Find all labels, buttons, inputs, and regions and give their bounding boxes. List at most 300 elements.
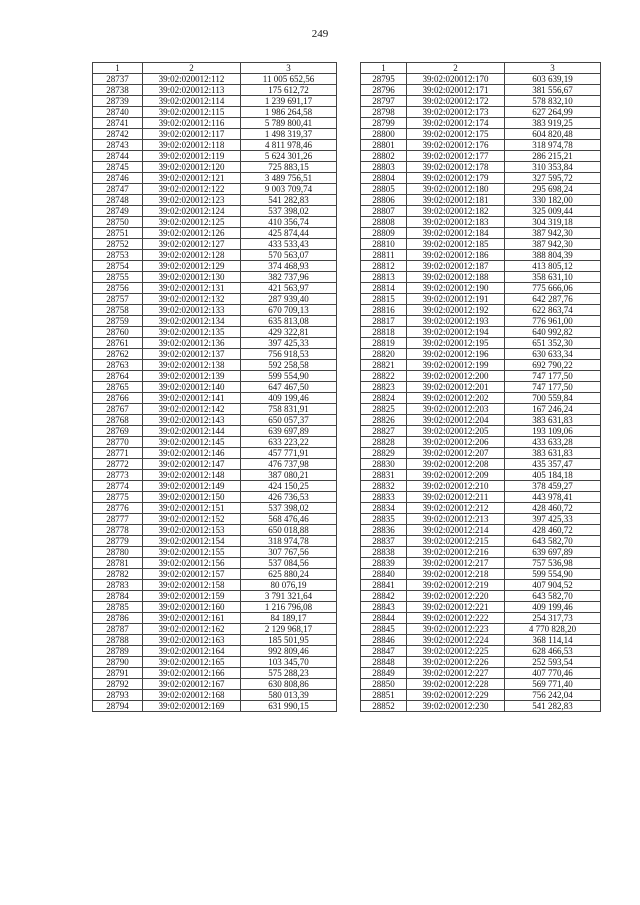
table-row <box>93 558 337 569</box>
cadastral-number-cell: 39:02:020012:159 <box>143 591 241 602</box>
value-cell: 651 352,30 <box>505 338 601 349</box>
value-cell: 318 974,78 <box>241 536 337 547</box>
table-row <box>361 690 601 701</box>
value-cell: 603 639,19 <box>505 74 601 85</box>
table-row <box>361 206 601 217</box>
table-row <box>93 382 337 393</box>
cadastral-number-cell: 39:02:020012:143 <box>143 415 241 426</box>
row-number-cell: 28827 <box>361 426 407 437</box>
table-row <box>93 96 337 107</box>
value-cell: 650 018,88 <box>241 525 337 536</box>
row-number-cell: 28788 <box>93 635 143 646</box>
cadastral-number-cell: 39:02:020012:115 <box>143 107 241 118</box>
cadastral-number-cell: 39:02:020012:182 <box>407 206 505 217</box>
row-number-cell: 28746 <box>93 173 143 184</box>
value-cell: 747 177,50 <box>505 382 601 393</box>
cadastral-number-cell: 39:02:020012:217 <box>407 558 505 569</box>
value-cell: 650 057,37 <box>241 415 337 426</box>
value-cell: 627 264,99 <box>505 107 601 118</box>
table-row <box>361 679 601 690</box>
table-row <box>93 679 337 690</box>
row-number-cell: 28744 <box>93 151 143 162</box>
table-row <box>361 74 601 85</box>
cadastral-number-cell: 39:02:020012:162 <box>143 624 241 635</box>
row-number-cell: 28811 <box>361 250 407 261</box>
row-number-cell: 28834 <box>361 503 407 514</box>
row-number-cell: 28737 <box>93 74 143 85</box>
cadastral-number-cell: 39:02:020012:188 <box>407 272 505 283</box>
row-number-cell: 28824 <box>361 393 407 404</box>
value-cell: 378 459,27 <box>505 481 601 492</box>
table-row <box>93 327 337 338</box>
table-row <box>93 481 337 492</box>
value-cell: 476 737,98 <box>241 459 337 470</box>
cadastral-number-cell: 39:02:020012:126 <box>143 228 241 239</box>
table-row <box>361 327 601 338</box>
cadastral-number-cell: 39:02:020012:183 <box>407 217 505 228</box>
row-number-cell: 28773 <box>93 470 143 481</box>
value-cell: 428 460,72 <box>505 525 601 536</box>
cadastral-number-cell: 39:02:020012:160 <box>143 602 241 613</box>
value-cell: 433 533,43 <box>241 239 337 250</box>
row-number-cell: 28848 <box>361 657 407 668</box>
row-number-cell: 28819 <box>361 338 407 349</box>
cadastral-number-cell: 39:02:020012:187 <box>407 261 505 272</box>
value-cell: 9 003 709,74 <box>241 184 337 195</box>
value-cell: 318 974,78 <box>505 140 601 151</box>
row-number-cell: 28809 <box>361 228 407 239</box>
value-cell: 424 150,25 <box>241 481 337 492</box>
table-row <box>361 525 601 536</box>
row-number-cell: 28826 <box>361 415 407 426</box>
row-number-cell: 28767 <box>93 404 143 415</box>
value-cell: 407 904,52 <box>505 580 601 591</box>
value-cell: 383 631,83 <box>505 448 601 459</box>
cadastral-number-cell: 39:02:020012:132 <box>143 294 241 305</box>
table-row <box>93 668 337 679</box>
row-number-cell: 28782 <box>93 569 143 580</box>
cadastral-number-cell: 39:02:020012:148 <box>143 470 241 481</box>
cadastral-number-cell: 39:02:020012:166 <box>143 668 241 679</box>
cadastral-number-cell: 39:02:020012:191 <box>407 294 505 305</box>
table-row <box>93 338 337 349</box>
header-cell: 1 <box>93 63 143 74</box>
cadastral-number-cell: 39:02:020012:142 <box>143 404 241 415</box>
value-cell: 387 942,30 <box>505 228 601 239</box>
cadastral-number-cell: 39:02:020012:174 <box>407 118 505 129</box>
row-number-cell: 28764 <box>93 371 143 382</box>
table-row <box>93 459 337 470</box>
table-row <box>93 371 337 382</box>
row-number-cell: 28762 <box>93 349 143 360</box>
table-row <box>361 272 601 283</box>
value-cell: 457 771,91 <box>241 448 337 459</box>
value-cell: 167 246,24 <box>505 404 601 415</box>
table-row <box>361 514 601 525</box>
cadastral-number-cell: 39:02:020012:206 <box>407 437 505 448</box>
value-cell: 537 084,56 <box>241 558 337 569</box>
cadastral-number-cell: 39:02:020012:146 <box>143 448 241 459</box>
value-cell: 425 874,44 <box>241 228 337 239</box>
cadastral-number-cell: 39:02:020012:224 <box>407 635 505 646</box>
value-cell: 185 501,95 <box>241 635 337 646</box>
table-row <box>93 272 337 283</box>
table-row <box>93 701 337 712</box>
cadastral-number-cell: 39:02:020012:223 <box>407 624 505 635</box>
cadastral-number-cell: 39:02:020012:186 <box>407 250 505 261</box>
cadastral-number-cell: 39:02:020012:140 <box>143 382 241 393</box>
row-number-cell: 28785 <box>93 602 143 613</box>
cadastral-number-cell: 39:02:020012:194 <box>407 327 505 338</box>
row-number-cell: 28823 <box>361 382 407 393</box>
row-number-cell: 28805 <box>361 184 407 195</box>
table-row <box>93 503 337 514</box>
table-row <box>361 184 601 195</box>
table-row <box>361 415 601 426</box>
cadastral-number-cell: 39:02:020012:207 <box>407 448 505 459</box>
row-number-cell: 28760 <box>93 327 143 338</box>
table-row <box>93 195 337 206</box>
row-number-cell: 28838 <box>361 547 407 558</box>
row-number-cell: 28839 <box>361 558 407 569</box>
cadastral-number-cell: 39:02:020012:176 <box>407 140 505 151</box>
row-number-cell: 28793 <box>93 690 143 701</box>
table-row <box>93 173 337 184</box>
row-number-cell: 28794 <box>93 701 143 712</box>
row-number-cell: 28790 <box>93 657 143 668</box>
cadastral-number-cell: 39:02:020012:164 <box>143 646 241 657</box>
cadastral-number-cell: 39:02:020012:128 <box>143 250 241 261</box>
value-cell: 604 820,48 <box>505 129 601 140</box>
cadastral-number-cell: 39:02:020012:136 <box>143 338 241 349</box>
value-cell: 410 356,74 <box>241 217 337 228</box>
value-cell: 374 468,93 <box>241 261 337 272</box>
table-row <box>361 569 601 580</box>
table-row <box>93 107 337 118</box>
cadastral-number-cell: 39:02:020012:178 <box>407 162 505 173</box>
cadastral-number-cell: 39:02:020012:214 <box>407 525 505 536</box>
cadastral-number-cell: 39:02:020012:133 <box>143 305 241 316</box>
value-cell: 575 288,23 <box>241 668 337 679</box>
value-cell: 405 184,18 <box>505 470 601 481</box>
value-cell: 640 992,82 <box>505 327 601 338</box>
row-number-cell: 28770 <box>93 437 143 448</box>
row-number-cell: 28796 <box>361 85 407 96</box>
cadastral-number-cell: 39:02:020012:210 <box>407 481 505 492</box>
cadastral-number-cell: 39:02:020012:203 <box>407 404 505 415</box>
table-row <box>93 525 337 536</box>
table-row <box>93 437 337 448</box>
value-cell: 3 489 756,51 <box>241 173 337 184</box>
header-cell: 3 <box>241 63 337 74</box>
value-cell: 670 709,13 <box>241 305 337 316</box>
row-number-cell: 28772 <box>93 459 143 470</box>
cadastral-number-cell: 39:02:020012:139 <box>143 371 241 382</box>
table-row <box>361 547 601 558</box>
cadastral-number-cell: 39:02:020012:230 <box>407 701 505 712</box>
value-cell: 413 805,12 <box>505 261 601 272</box>
row-number-cell: 28852 <box>361 701 407 712</box>
row-number-cell: 28804 <box>361 173 407 184</box>
cadastral-number-cell: 39:02:020012:173 <box>407 107 505 118</box>
cadastral-number-cell: 39:02:020012:127 <box>143 239 241 250</box>
row-number-cell: 28841 <box>361 580 407 591</box>
value-cell: 435 357,47 <box>505 459 601 470</box>
cadastral-number-cell: 39:02:020012:212 <box>407 503 505 514</box>
value-cell: 388 804,39 <box>505 250 601 261</box>
table-row <box>361 503 601 514</box>
value-cell: 537 398,02 <box>241 206 337 217</box>
cadastral-number-cell: 39:02:020012:171 <box>407 85 505 96</box>
value-cell: 639 697,89 <box>241 426 337 437</box>
value-cell: 622 863,74 <box>505 305 601 316</box>
table-row <box>93 404 337 415</box>
value-cell: 310 353,84 <box>505 162 601 173</box>
row-number-cell: 28758 <box>93 305 143 316</box>
row-number-cell: 28739 <box>93 96 143 107</box>
table-row <box>93 646 337 657</box>
row-number-cell: 28818 <box>361 327 407 338</box>
cadastral-number-cell: 39:02:020012:122 <box>143 184 241 195</box>
table-row <box>361 437 601 448</box>
row-number-cell: 28768 <box>93 415 143 426</box>
row-number-cell: 28806 <box>361 195 407 206</box>
table-row <box>361 459 601 470</box>
table-row <box>93 140 337 151</box>
row-number-cell: 28810 <box>361 239 407 250</box>
cadastral-number-cell: 39:02:020012:192 <box>407 305 505 316</box>
value-cell: 397 425,33 <box>241 338 337 349</box>
table-row <box>361 701 601 712</box>
row-number-cell: 28849 <box>361 668 407 679</box>
table-row <box>93 569 337 580</box>
row-number-cell: 28820 <box>361 349 407 360</box>
table-row <box>93 129 337 140</box>
row-number-cell: 28813 <box>361 272 407 283</box>
row-number-cell: 28851 <box>361 690 407 701</box>
row-number-cell: 28842 <box>361 591 407 602</box>
cadastral-number-cell: 39:02:020012:184 <box>407 228 505 239</box>
table-row <box>361 470 601 481</box>
table-row <box>93 74 337 85</box>
table-row <box>361 668 601 679</box>
cadastral-number-cell: 39:02:020012:168 <box>143 690 241 701</box>
value-cell: 541 282,83 <box>505 701 601 712</box>
value-cell: 647 467,50 <box>241 382 337 393</box>
value-cell: 4 770 828,20 <box>505 624 601 635</box>
table-row <box>93 217 337 228</box>
table-row <box>93 316 337 327</box>
table-row <box>361 393 601 404</box>
header-cell: 2 <box>407 63 505 74</box>
row-number-cell: 28755 <box>93 272 143 283</box>
table-row <box>361 580 601 591</box>
cadastral-number-cell: 39:02:020012:152 <box>143 514 241 525</box>
value-cell: 295 698,24 <box>505 184 601 195</box>
cadastral-number-cell: 39:02:020012:172 <box>407 96 505 107</box>
value-cell: 381 556,67 <box>505 85 601 96</box>
row-number-cell: 28787 <box>93 624 143 635</box>
value-cell: 599 554,90 <box>241 371 337 382</box>
row-number-cell: 28742 <box>93 129 143 140</box>
table-row <box>361 624 601 635</box>
row-number-cell: 28761 <box>93 338 143 349</box>
value-cell: 541 282,83 <box>241 195 337 206</box>
cadastral-number-cell: 39:02:020012:116 <box>143 118 241 129</box>
table-row <box>93 283 337 294</box>
value-cell: 428 460,72 <box>505 503 601 514</box>
value-cell: 633 223,22 <box>241 437 337 448</box>
value-cell: 358 631,10 <box>505 272 601 283</box>
cadastral-number-cell: 39:02:020012:129 <box>143 261 241 272</box>
cadastral-number-cell: 39:02:020012:157 <box>143 569 241 580</box>
value-cell: 80 076,19 <box>241 580 337 591</box>
value-cell: 304 319,18 <box>505 217 601 228</box>
value-cell: 368 114,14 <box>505 635 601 646</box>
cadastral-number-cell: 39:02:020012:120 <box>143 162 241 173</box>
table-row <box>93 470 337 481</box>
cadastral-number-cell: 39:02:020012:216 <box>407 547 505 558</box>
cadastral-number-cell: 39:02:020012:147 <box>143 459 241 470</box>
table-row <box>93 635 337 646</box>
row-number-cell: 28832 <box>361 481 407 492</box>
value-cell: 639 697,89 <box>505 547 601 558</box>
table-row <box>93 151 337 162</box>
row-number-cell: 28814 <box>361 283 407 294</box>
cadastral-number-cell: 39:02:020012:163 <box>143 635 241 646</box>
cadastral-number-cell: 39:02:020012:193 <box>407 316 505 327</box>
table-row <box>93 613 337 624</box>
table-row <box>93 448 337 459</box>
value-cell: 5 624 301,26 <box>241 151 337 162</box>
table-row <box>361 250 601 261</box>
row-number-cell: 28802 <box>361 151 407 162</box>
cadastral-number-cell: 39:02:020012:118 <box>143 140 241 151</box>
value-cell: 643 582,70 <box>505 536 601 547</box>
cadastral-number-cell: 39:02:020012:165 <box>143 657 241 668</box>
cadastral-number-cell: 39:02:020012:221 <box>407 602 505 613</box>
row-number-cell: 28808 <box>361 217 407 228</box>
table-row <box>93 602 337 613</box>
table-row <box>361 173 601 184</box>
cadastral-number-cell: 39:02:020012:205 <box>407 426 505 437</box>
cadastral-number-cell: 39:02:020012:227 <box>407 668 505 679</box>
value-cell: 3 791 321,64 <box>241 591 337 602</box>
value-cell: 631 990,15 <box>241 701 337 712</box>
row-number-cell: 28774 <box>93 481 143 492</box>
row-number-cell: 28753 <box>93 250 143 261</box>
value-cell: 599 554,90 <box>505 569 601 580</box>
cadastral-number-cell: 39:02:020012:161 <box>143 613 241 624</box>
row-number-cell: 28812 <box>361 261 407 272</box>
cadastral-number-cell: 39:02:020012:114 <box>143 96 241 107</box>
value-cell: 592 258,58 <box>241 360 337 371</box>
table-row <box>93 239 337 250</box>
header-cell: 3 <box>505 63 601 74</box>
value-cell: 330 182,00 <box>505 195 601 206</box>
cadastral-number-cell: 39:02:020012:228 <box>407 679 505 690</box>
value-cell: 992 809,46 <box>241 646 337 657</box>
cadastral-number-cell: 39:02:020012:215 <box>407 536 505 547</box>
cadastral-number-cell: 39:02:020012:211 <box>407 492 505 503</box>
cadastral-number-cell: 39:02:020012:225 <box>407 646 505 657</box>
value-cell: 443 978,41 <box>505 492 601 503</box>
value-cell: 635 813,08 <box>241 316 337 327</box>
value-cell: 5 789 800,41 <box>241 118 337 129</box>
row-number-cell: 28830 <box>361 459 407 470</box>
row-number-cell: 28740 <box>93 107 143 118</box>
table-row <box>93 206 337 217</box>
row-number-cell: 28777 <box>93 514 143 525</box>
cadastral-number-cell: 39:02:020012:117 <box>143 129 241 140</box>
value-cell: 193 109,06 <box>505 426 601 437</box>
table-row <box>93 349 337 360</box>
value-cell: 643 582,70 <box>505 591 601 602</box>
value-cell: 537 398,02 <box>241 503 337 514</box>
row-number-cell: 28807 <box>361 206 407 217</box>
table-row <box>361 657 601 668</box>
cadastral-number-cell: 39:02:020012:141 <box>143 393 241 404</box>
cadastral-number-cell: 39:02:020012:156 <box>143 558 241 569</box>
table-row <box>93 536 337 547</box>
row-number-cell: 28821 <box>361 360 407 371</box>
row-number-cell: 28783 <box>93 580 143 591</box>
cadastral-number-cell: 39:02:020012:226 <box>407 657 505 668</box>
row-number-cell: 28822 <box>361 371 407 382</box>
cadastral-number-cell: 39:02:020012:150 <box>143 492 241 503</box>
row-number-cell: 28775 <box>93 492 143 503</box>
row-number-cell: 28845 <box>361 624 407 635</box>
row-number-cell: 28776 <box>93 503 143 514</box>
value-cell: 433 633,28 <box>505 437 601 448</box>
value-cell: 630 808,86 <box>241 679 337 690</box>
value-cell: 407 770,46 <box>505 668 601 679</box>
cadastral-number-cell: 39:02:020012:200 <box>407 371 505 382</box>
table-row <box>361 613 601 624</box>
table-row <box>361 448 601 459</box>
table-row <box>361 371 601 382</box>
row-number-cell: 28816 <box>361 305 407 316</box>
row-number-cell: 28817 <box>361 316 407 327</box>
table-row <box>361 261 601 272</box>
row-number-cell: 28850 <box>361 679 407 690</box>
table-row <box>361 129 601 140</box>
table-row <box>361 118 601 129</box>
value-cell: 103 345,70 <box>241 657 337 668</box>
row-number-cell: 28844 <box>361 613 407 624</box>
value-cell: 570 563,07 <box>241 250 337 261</box>
table-row <box>93 294 337 305</box>
header-row <box>361 63 601 74</box>
cadastral-number-cell: 39:02:020012:112 <box>143 74 241 85</box>
value-cell: 569 771,40 <box>505 679 601 690</box>
row-number-cell: 28738 <box>93 85 143 96</box>
value-cell: 700 559,84 <box>505 393 601 404</box>
value-cell: 252 593,54 <box>505 657 601 668</box>
cadastral-number-cell: 39:02:020012:218 <box>407 569 505 580</box>
value-cell: 1 216 796,08 <box>241 602 337 613</box>
table-row <box>361 602 601 613</box>
cadastral-number-cell: 39:02:020012:125 <box>143 217 241 228</box>
value-cell: 1 498 319,37 <box>241 129 337 140</box>
table-row <box>93 591 337 602</box>
value-cell: 327 595,72 <box>505 173 601 184</box>
row-number-cell: 28831 <box>361 470 407 481</box>
table-row <box>361 96 601 107</box>
row-number-cell: 28837 <box>361 536 407 547</box>
cadastral-number-cell: 39:02:020012:113 <box>143 85 241 96</box>
right-data-table <box>360 62 601 712</box>
